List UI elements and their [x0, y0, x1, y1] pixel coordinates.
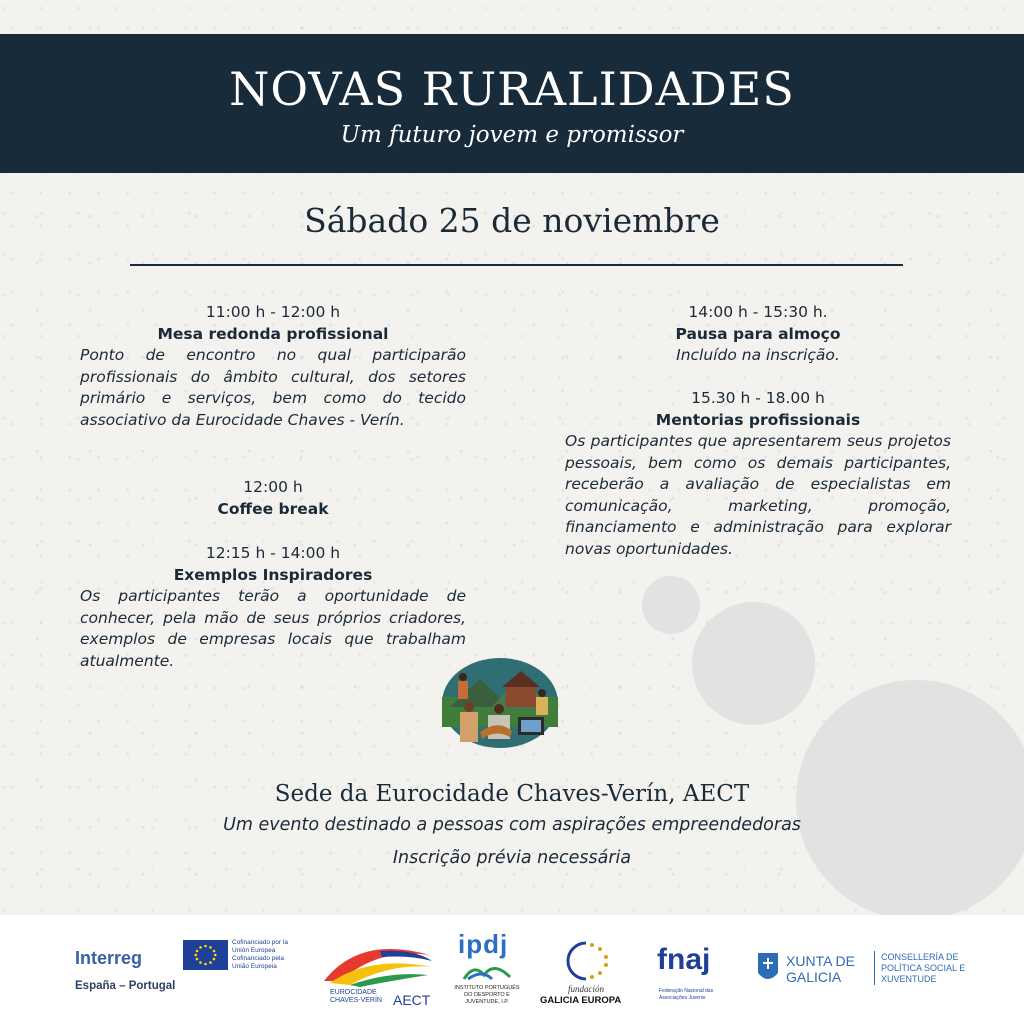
- decorative-circle: [692, 602, 815, 725]
- schedule-title: Coffee break: [217, 499, 329, 518]
- schedule-item-inspiring-examples: [80, 543, 466, 672]
- schedule-description: Incluído na inscrição.: [676, 346, 840, 364]
- sponsor-footer: [0, 915, 1024, 1024]
- header-banner: [0, 34, 1024, 173]
- xunta-shield-icon: [756, 951, 780, 985]
- divider-line: [130, 264, 903, 266]
- xunta-department: CONSELLERÍA DE POLÍTICA SOCIAL E XUVENTUDE: [881, 952, 966, 984]
- schedule-title: Exemplos Inspiradores: [173, 565, 373, 584]
- fnaj-logo: fnaj: [657, 943, 711, 976]
- registration-note: Inscrição prévia necessária: [392, 848, 632, 868]
- aect-subtitle: EUROCIDADE CHAVES-VERÍN: [330, 989, 382, 1004]
- schedule-time: 11:00 h - 12:00 h: [205, 303, 341, 321]
- schedule-item-coffee-break: [80, 477, 466, 520]
- rural-illustration: [440, 657, 560, 749]
- schedule-time: 12:15 h - 14:00 h: [205, 544, 341, 562]
- aect-swoosh-icon: [320, 941, 435, 989]
- schedule-title: Mentorias profissionais: [655, 410, 861, 429]
- ipdj-text: INSTITUTO PORTUGUÊS DO DESPORTO E JUVENTUDE, I.P.: [454, 985, 520, 1005]
- ipdj-logo: ipdj: [458, 929, 509, 959]
- ipdj-figures-icon: [462, 961, 512, 981]
- fnaj-text: Federação Nacional das Associações Juvenis: [659, 988, 714, 1001]
- schedule-item-round-table: [80, 302, 466, 431]
- schedule-item-mentoring: [565, 388, 951, 560]
- schedule-description: Os participantes que apresentarem seus projetos pessoais, bem como os demais participantes, receberão a avaliação de especialistas em comunicação, marketing, promoção, financiamento e administração para explorar novas oportunidades.: [565, 432, 951, 558]
- venue-name: Sede da Eurocidade Chaves-Verín, AECT: [274, 781, 750, 807]
- galicia-europa-logo: GALICIA EUROPA: [540, 995, 622, 1006]
- aect-logo: AECT: [393, 992, 431, 1008]
- event-date: Sábado 25 de noviembre: [304, 201, 720, 240]
- decorative-circle: [642, 576, 700, 634]
- galicia-europa-stars-icon: [562, 937, 612, 983]
- page-subtitle: Um futuro jovem e promissor: [340, 122, 684, 148]
- eu-flag-icon: [183, 940, 228, 970]
- schedule-description: Ponto de encontro no qual participarão profissionais do âmbito cultural, dos setores primário e serviços, bem como do tecido associativo da Eurocidade Chaves - Verín.: [80, 346, 466, 429]
- schedule-time: 14:00 h - 15:30 h.: [688, 303, 828, 321]
- schedule-description: Os participantes terão a oportunidade de conhecer, pela mão de seus próprios criadores, exemplos de empresas locais que trabalham atualmente.: [80, 587, 466, 670]
- galicia-europa-script: fundación: [568, 984, 604, 994]
- schedule-time: 12:00 h: [243, 478, 303, 496]
- interreg-logo: Interreg: [75, 948, 143, 968]
- schedule-title: Mesa redonda profissional: [157, 324, 389, 343]
- eu-cofinance-text: Cofinanciado por la Unión Europea Cofinanciado pela União Europeia: [232, 939, 289, 970]
- schedule-item-lunch: [565, 302, 951, 367]
- page-title: NOVAS RURALIDADES: [229, 62, 795, 116]
- schedule-title: Pausa para almoço: [675, 324, 841, 343]
- xunta-divider: [874, 951, 875, 985]
- audience-note: Um evento destinado a pessoas com aspirações empreendedoras: [223, 815, 801, 835]
- interreg-region: España – Portugal: [75, 980, 176, 992]
- schedule-time: 15.30 h - 18.00 h: [691, 389, 825, 407]
- xunta-logo: XUNTA DE GALICIA: [786, 953, 855, 985]
